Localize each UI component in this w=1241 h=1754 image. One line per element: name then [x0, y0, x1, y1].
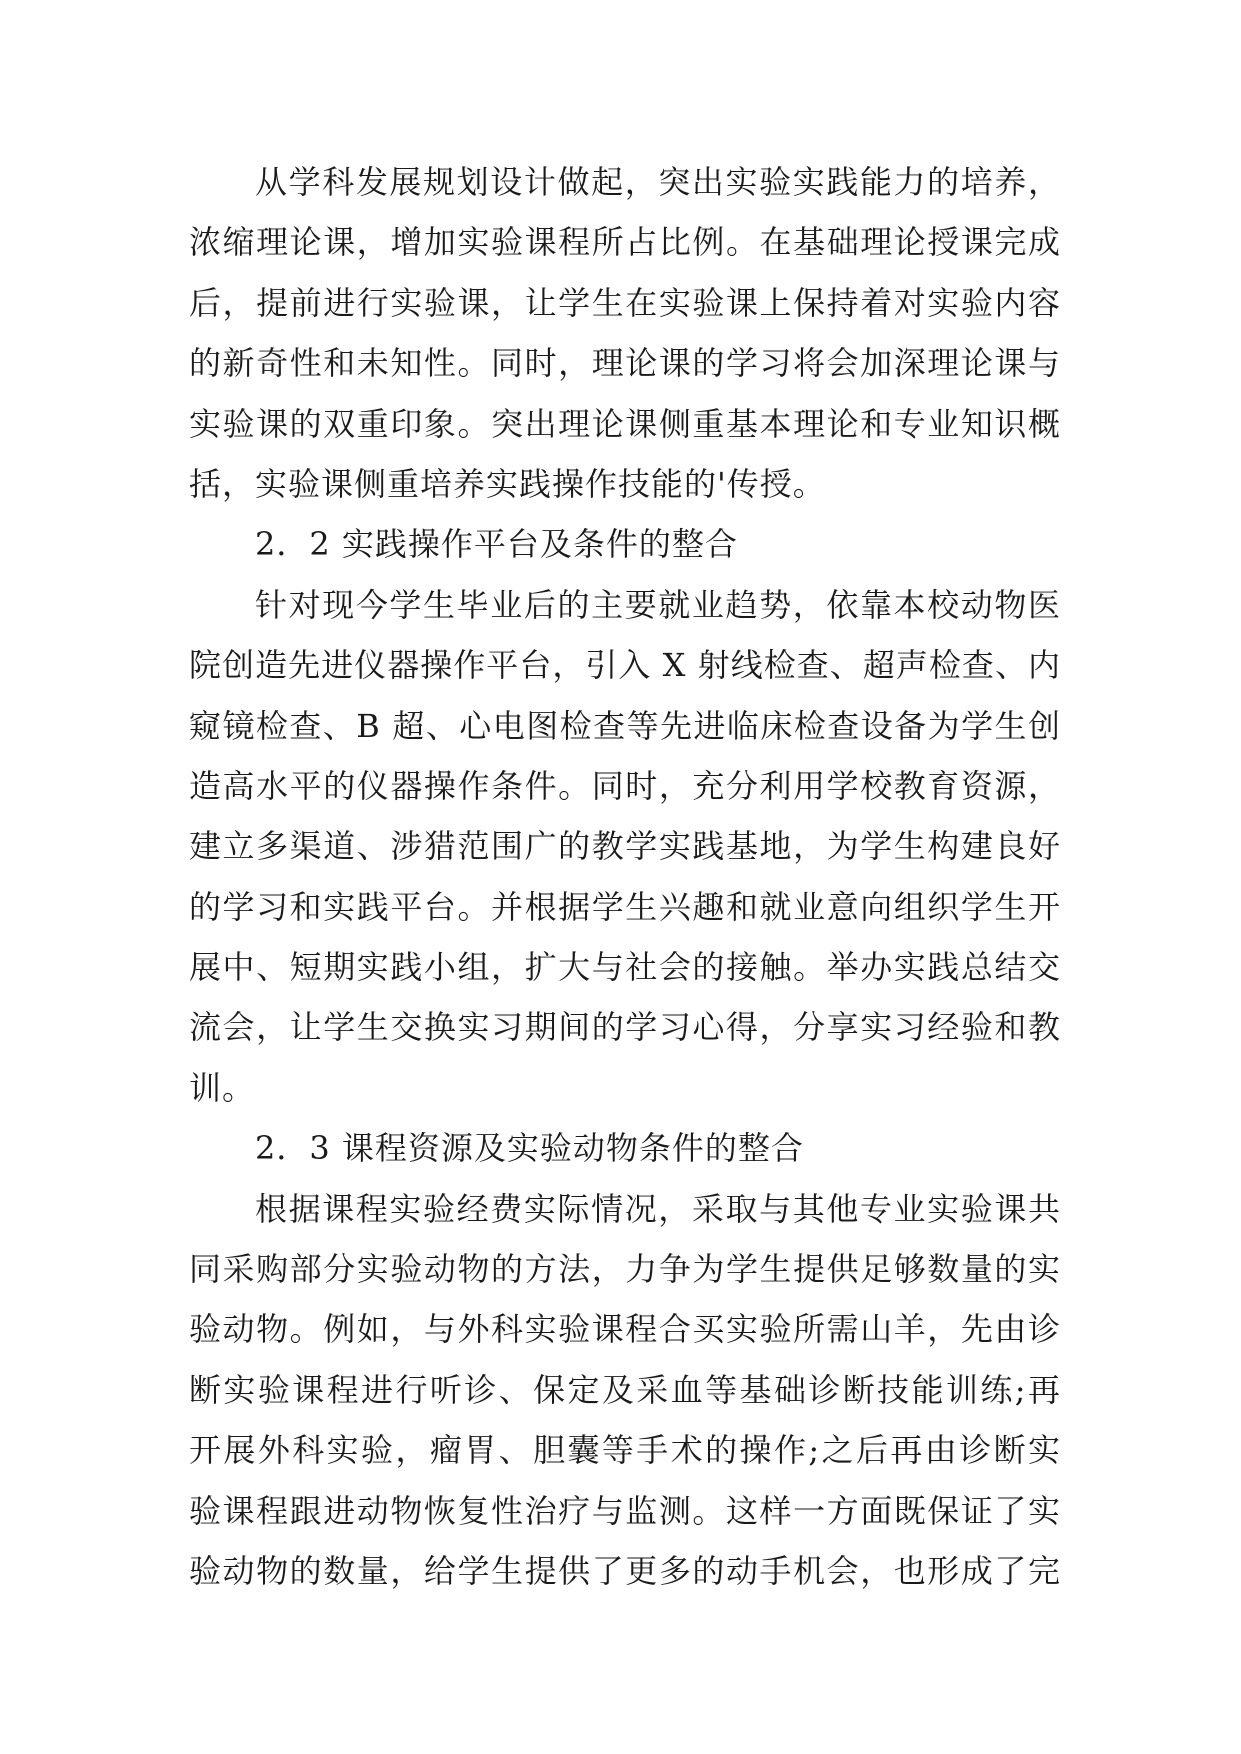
text-line: 括，实验课侧重培养实践操作技能的'传授。	[189, 464, 826, 503]
text-line: 针对现今学生毕业后的主要就业趋势，依靠本校动物医	[255, 585, 1061, 624]
text-line: 同采购部分实验动物的方法，力争为学生提供足够数量的实	[189, 1250, 1061, 1289]
text-line: 从学科发展规划设计做起，突出实验实践能力的培养，	[255, 163, 1061, 201]
text-line: 验动物。例如，与外科实验课程合买实验所需山羊，先由诊	[189, 1310, 1061, 1349]
text-line: 开展外科实验，瘤胃、胆囊等手术的操作;之后再由诊断实	[189, 1431, 1061, 1470]
text-line: 的新奇性和未知性。同时，理论课的学习将会加深理论课与	[189, 344, 1061, 383]
section-heading: 2．3 课程资源及实验动物条件的整合	[255, 1129, 804, 1168]
text-line: 浓缩理论课，增加实验课程所占比例。在基础理论授课完成	[189, 223, 1061, 262]
paragraph	[189, 575, 1061, 1119]
text-line: 断实验课程进行听诊、保定及采血等基础诊断技能训练;再	[189, 1370, 1061, 1409]
paragraph	[189, 152, 1061, 514]
text-line: 窥镜检查、B 超、心电图检查等先进临床检查设备为学生创	[189, 706, 1061, 745]
text-line: 训。	[189, 1068, 256, 1107]
text-line: 院创造先进仪器操作平台，引入 X 射线检查、超声检查、内	[189, 646, 1061, 685]
text-line: 后，提前进行实验课，让学生在实验课上保持着对实验内容	[189, 283, 1061, 322]
text-line: 流会，让学生交换实习期间的学习心得，分享实习经验和教	[189, 1008, 1061, 1047]
text-line: 造高水平的仪器操作条件。同时，充分利用学校教育资源，	[189, 766, 1061, 805]
text-line: 实验课的双重印象。突出理论课侧重基本理论和专业知识概	[189, 404, 1061, 443]
text-line: 展中、短期实践小组，扩大与社会的接触。举办实践总结交	[189, 948, 1061, 987]
text-line: 验动物的数量，给学生提供了更多的动手机会，也形成了完	[189, 1551, 1061, 1590]
paragraph	[189, 1179, 1061, 1602]
text-line: 的学习和实践平台。并根据学生兴趣和就业意向组织学生开	[189, 887, 1061, 926]
section-heading: 2．2 实践操作平台及条件的整合	[255, 525, 738, 564]
text-line: 根据课程实验经费实际情况，采取与其他专业实验课共	[255, 1189, 1061, 1228]
document-body	[189, 152, 1061, 1601]
text-line: 验课程跟进动物恢复性治疗与监测。这样一方面既保证了实	[189, 1491, 1061, 1530]
text-line: 建立多渠道、涉猎范围广的教学实践基地，为学生构建良好	[189, 827, 1061, 866]
